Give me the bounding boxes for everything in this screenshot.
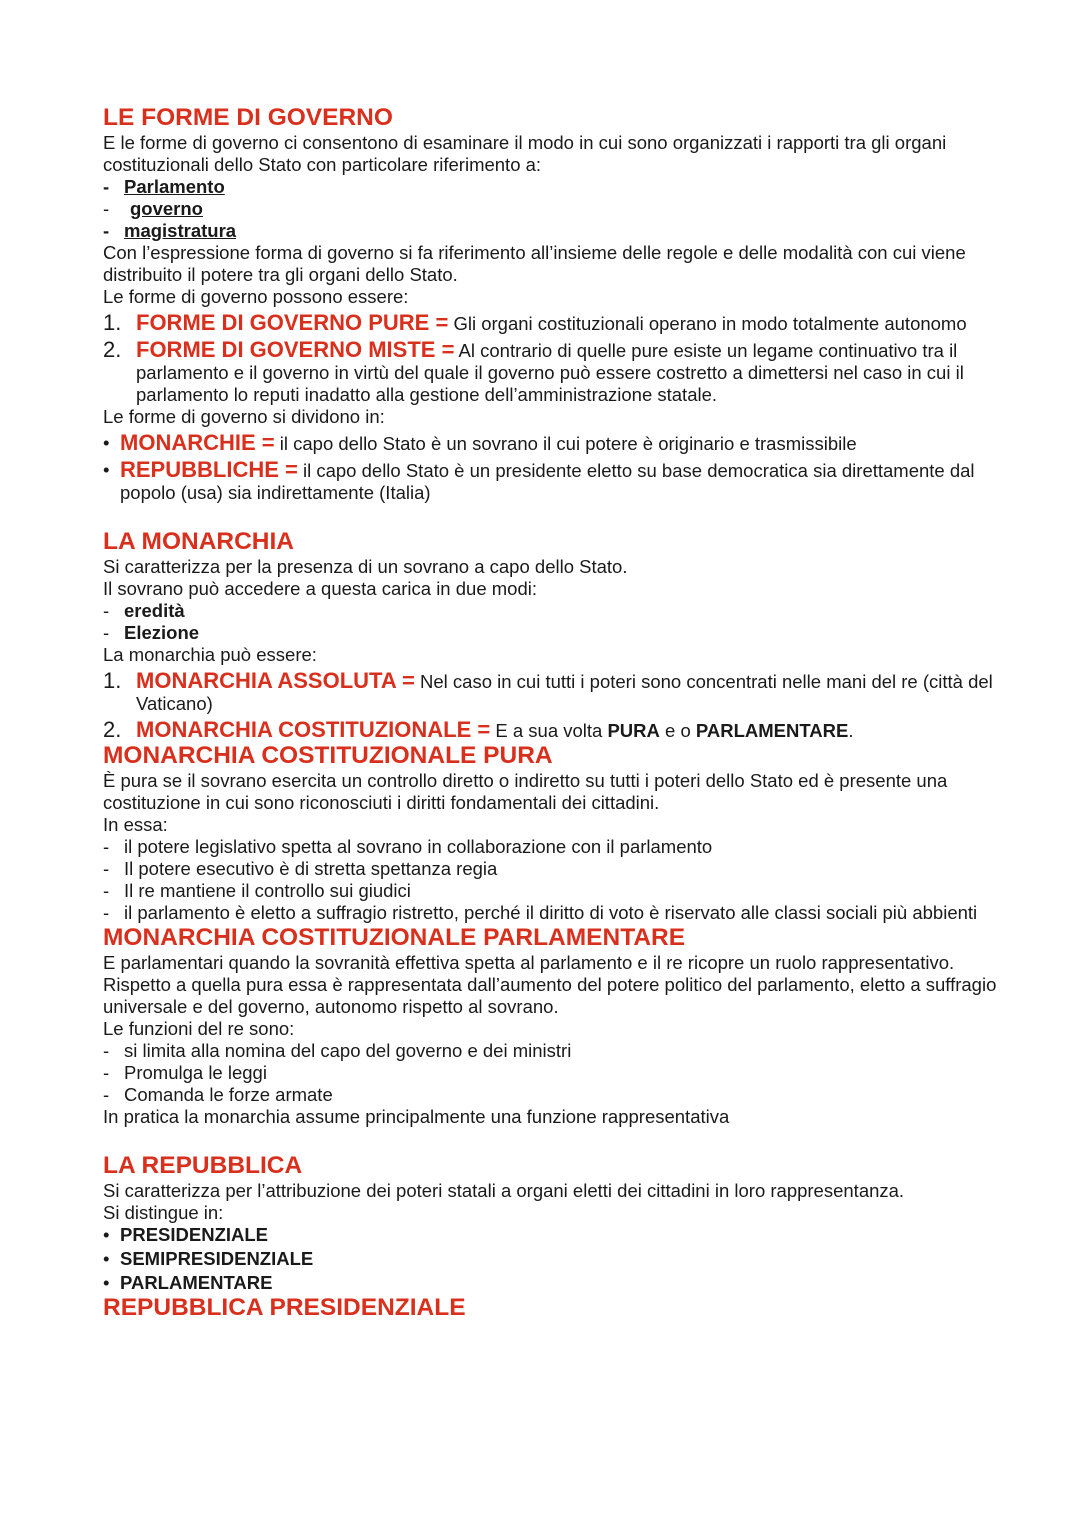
dash-marker: - bbox=[103, 198, 110, 219]
definition-bold: PARLAMENTARE bbox=[695, 720, 849, 741]
paragraph: In essa: bbox=[103, 814, 168, 835]
term: FORME DI GOVERNO PURE = bbox=[136, 310, 449, 335]
term: REPUBBLICHE = bbox=[120, 457, 298, 482]
paragraph: Le forme di governo possono essere: bbox=[103, 286, 409, 307]
paragraph: La monarchia può essere: bbox=[103, 644, 317, 665]
heading-monarchia-costituzionale-pura: MONARCHIA COSTITUZIONALE PURA bbox=[103, 742, 553, 769]
list-item bbox=[103, 1084, 1003, 1106]
list-item-text: Elezione bbox=[124, 622, 200, 643]
definition: . bbox=[848, 720, 854, 741]
bullet-item bbox=[103, 1248, 1003, 1270]
definition: E a sua volta bbox=[490, 720, 608, 741]
list-item bbox=[103, 622, 1003, 644]
paragraph: Le funzioni del re sono: bbox=[103, 1018, 295, 1039]
list-item bbox=[103, 1062, 1003, 1084]
dash-marker: - bbox=[103, 1040, 110, 1061]
paragraph: Si caratterizza per l’attribuzione dei poteri statali a organi eletti dei cittadini in loro rappresentanza. bbox=[103, 1180, 905, 1201]
list-item-text: si limita alla nomina del capo del governo e dei ministri bbox=[124, 1040, 572, 1061]
list-item bbox=[103, 880, 1003, 902]
dash-marker: - bbox=[103, 600, 110, 621]
heading-forme-di-governo: LE FORME DI GOVERNO bbox=[103, 104, 393, 131]
list-item bbox=[103, 176, 1003, 198]
list-item-text: SEMIPRESIDENZIALE bbox=[120, 1248, 314, 1269]
dash-marker: - bbox=[103, 1084, 110, 1105]
term: MONARCHIA COSTITUZIONALE = bbox=[136, 717, 491, 742]
term: MONARCHIA ASSOLUTA = bbox=[136, 668, 415, 693]
definition-bold: PURA bbox=[607, 720, 660, 741]
heading-repubblica-presidenziale: REPUBBLICA PRESIDENZIALE bbox=[103, 1294, 466, 1321]
definition: il capo dello Stato è un presidente eletto su base democratica sia direttamente dal popolo (usa) sia indirettamente (Italia) bbox=[120, 460, 975, 503]
list-item-text: eredità bbox=[124, 600, 185, 621]
list-item-text: Il potere esecutivo è di stretta spettanza regia bbox=[124, 858, 498, 879]
list-item-text: Comanda le forze armate bbox=[124, 1084, 333, 1105]
list-item-text: magistratura bbox=[124, 220, 237, 241]
list-item bbox=[103, 836, 1003, 858]
paragraph: Si distingue in: bbox=[103, 1202, 224, 1223]
bullet-item bbox=[103, 459, 1003, 504]
bullet-marker: • bbox=[103, 432, 110, 453]
dash-marker: - bbox=[103, 858, 110, 879]
number-marker: 1. bbox=[103, 310, 122, 335]
numbered-item bbox=[103, 339, 1003, 406]
list-item bbox=[103, 198, 1003, 220]
number-marker: 2. bbox=[103, 717, 122, 742]
definition: Al contrario di quelle pure esiste un legame continuativo tra il parlamento e il governo in virtù del quale il governo può essere costretto a dimettersi nel caso in cui il parlamento lo reputi inadatto alla gestione dell’amministrazione statale. bbox=[136, 340, 964, 405]
list-item-text: PRESIDENZIALE bbox=[120, 1224, 269, 1245]
bullet-marker: • bbox=[103, 1248, 110, 1269]
definition: il capo dello Stato è un sovrano il cui potere è originario e trasmissibile bbox=[274, 433, 857, 454]
paragraph: Le forme di governo si dividono in: bbox=[103, 406, 385, 427]
paragraph: Si caratterizza per la presenza di un sovrano a capo dello Stato. bbox=[103, 556, 628, 577]
number-marker: 2. bbox=[103, 337, 122, 362]
definition: Nel caso in cui tutti i poteri sono concentrati nelle mani del re (città del Vaticano) bbox=[136, 671, 993, 714]
dash-marker: - bbox=[103, 902, 110, 923]
list-item bbox=[103, 902, 1003, 924]
dash-marker: - bbox=[103, 836, 110, 857]
document-content bbox=[103, 104, 1003, 1322]
numbered-item bbox=[103, 719, 1003, 742]
number-marker: 1. bbox=[103, 668, 122, 693]
paragraph: E le forme di governo ci consentono di esaminare il modo in cui sono organizzati i rapporti tra gli organi costituzionali dello Stato con particolare riferimento a: bbox=[103, 132, 947, 175]
list-item bbox=[103, 858, 1003, 880]
list-item-text: Promulga le leggi bbox=[124, 1062, 267, 1083]
heading-la-monarchia: LA MONARCHIA bbox=[103, 528, 294, 555]
list-item bbox=[103, 600, 1003, 622]
bullet-item bbox=[103, 1272, 1003, 1294]
numbered-item bbox=[103, 670, 1003, 715]
paragraph: Il sovrano può accedere a questa carica in due modi: bbox=[103, 578, 537, 599]
bullet-marker: • bbox=[103, 459, 110, 480]
list-item bbox=[103, 220, 1003, 242]
list-item-text: governo bbox=[130, 198, 203, 219]
term: MONARCHIE = bbox=[120, 430, 275, 455]
list-item bbox=[103, 1040, 1003, 1062]
bullet-item bbox=[103, 432, 1003, 455]
dash-marker: - bbox=[103, 1062, 110, 1083]
paragraph: Rispetto a quella pura essa è rappresentata dall’aumento del potere politico del parlamento, eletto a suffragio universale e del governo, autonomo rispetto al sovrano. bbox=[103, 974, 997, 1017]
paragraph: In pratica la monarchia assume principalmente una funzione rappresentativa bbox=[103, 1106, 730, 1127]
bullet-item bbox=[103, 1224, 1003, 1246]
dash-marker: - bbox=[103, 880, 110, 901]
dash-marker: - bbox=[103, 176, 110, 197]
dash-marker: - bbox=[103, 220, 110, 241]
paragraph: È pura se il sovrano esercita un controllo diretto o indiretto su tutti i poteri dello Stato ed è presente una costituzione in cui sono riconosciuti i diritti fondamentali dei cittadini. bbox=[103, 770, 948, 813]
term: FORME DI GOVERNO MISTE = bbox=[136, 337, 455, 362]
list-item-text: Il re mantiene il controllo sui giudici bbox=[124, 880, 411, 901]
paragraph: Con l’espressione forma di governo si fa riferimento all’insieme delle regole e delle modalità con cui viene distribuito il potere tra gli organi dello Stato. bbox=[103, 242, 966, 285]
list-item-text: il potere legislativo spetta al sovrano in collaborazione con il parlamento bbox=[124, 836, 713, 857]
list-item-text: il parlamento è eletto a suffragio ristretto, perché il diritto di voto è riservato alle classi sociali più abbienti bbox=[124, 902, 978, 923]
heading-monarchia-costituzionale-parlamentare: MONARCHIA COSTITUZIONALE PARLAMENTARE bbox=[103, 924, 686, 951]
list-item-text: Parlamento bbox=[124, 176, 225, 197]
definition: e o bbox=[659, 720, 696, 741]
definition: Gli organi costituzionali operano in modo totalmente autonomo bbox=[448, 313, 967, 334]
list-item-text: PARLAMENTARE bbox=[120, 1272, 273, 1293]
heading-la-repubblica: LA REPUBBLICA bbox=[103, 1152, 303, 1179]
numbered-item bbox=[103, 312, 1003, 335]
bullet-marker: • bbox=[103, 1272, 110, 1293]
bullet-marker: • bbox=[103, 1224, 110, 1245]
dash-marker: - bbox=[103, 622, 110, 643]
paragraph: E parlamentari quando la sovranità effettiva spetta al parlamento e il re ricopre un ruolo rappresentativo. bbox=[103, 952, 955, 973]
